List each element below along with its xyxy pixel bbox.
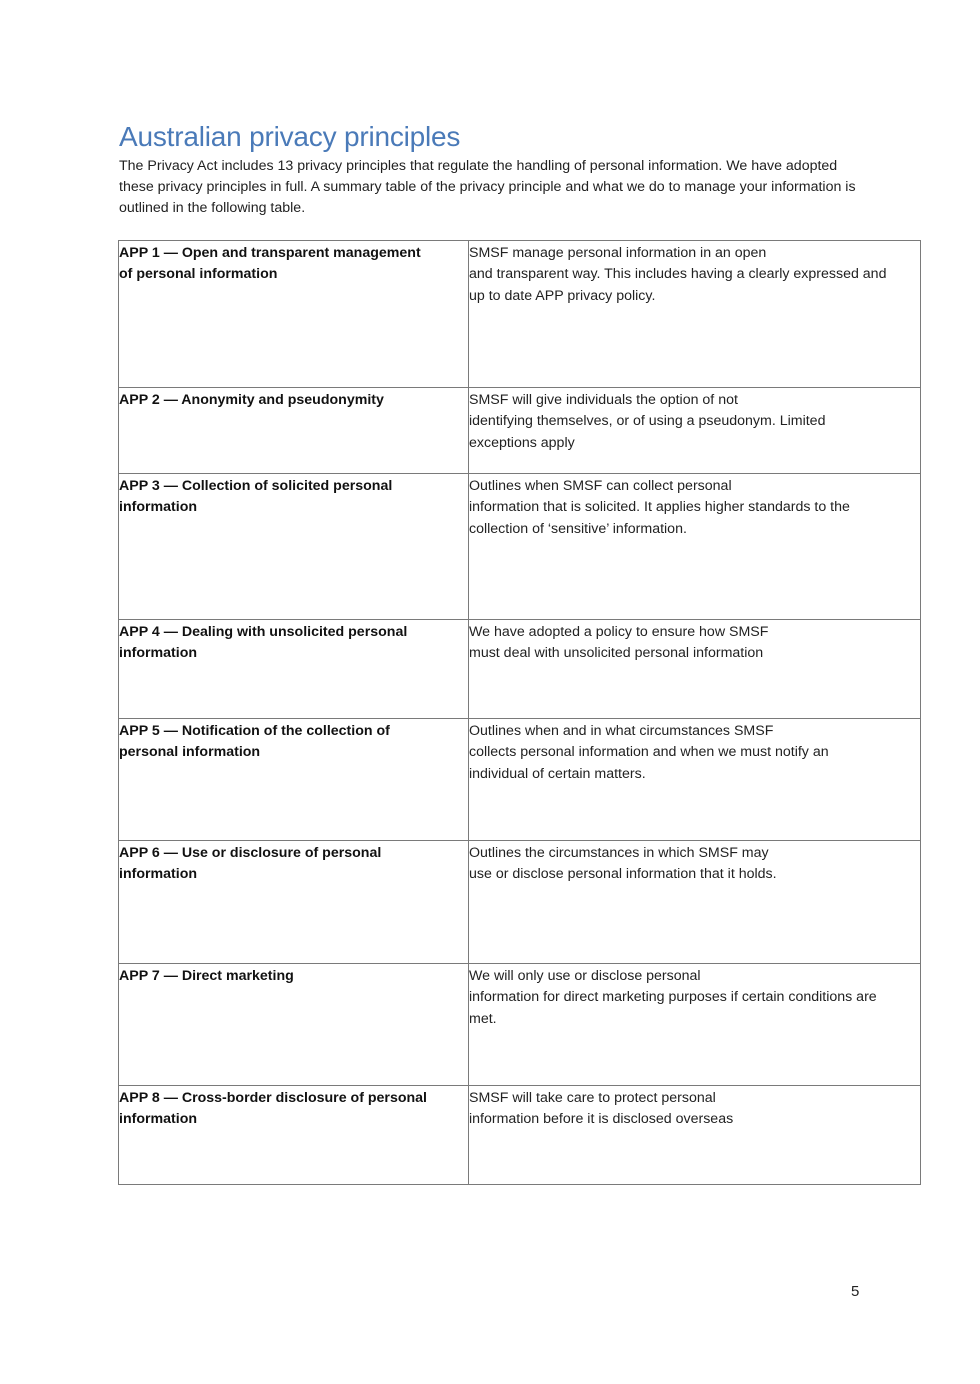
principle-title: APP 7 — Direct marketing <box>119 968 294 984</box>
summary-cell <box>469 841 921 964</box>
summary-cell <box>469 241 921 388</box>
principle-summary: SMSF will give individuals the option of not identifying themselves, or of using a pseudonym. Limited exceptions apply <box>469 392 826 451</box>
summary-cell <box>469 964 921 1086</box>
table-row <box>119 620 921 719</box>
principle-title: APP 8 — Cross-border disclosure of personal information <box>119 1090 428 1128</box>
principle-title: APP 2 — Anonymity and pseudonymity <box>119 392 384 408</box>
table-row <box>119 841 921 964</box>
principle-cell <box>119 964 469 1086</box>
summary-cell <box>469 1086 921 1185</box>
principle-summary: We have adopted a policy to ensure how SMSF must deal with unsolicited personal information <box>469 624 769 662</box>
principle-title: APP 6 — Use or disclosure of personal information <box>119 845 382 883</box>
principle-cell <box>119 620 469 719</box>
principle-summary: SMSF will take care to protect personal information before it is disclosed overseas <box>469 1090 734 1128</box>
intro-paragraph: The Privacy Act includes 13 privacy principles that regulate the handling of personal information. We have adopted these privacy principles in full. A summary table of the privacy principle and what we do to manage your information is outlined in the following table. <box>119 158 856 216</box>
principle-cell <box>119 841 469 964</box>
table-row <box>119 388 921 474</box>
principle-title: APP 4 — Dealing with unsolicited personal information <box>119 624 408 662</box>
principle-cell <box>119 474 469 620</box>
privacy-principles-table <box>118 240 921 1185</box>
principle-title: APP 5 — Notification of the collection of personal information <box>119 723 390 761</box>
principle-summary: Outlines when and in what circumstances SMSF collects personal information and when we must notify an individual of certain matters. <box>469 723 829 782</box>
principle-cell <box>119 719 469 841</box>
principle-summary: Outlines when SMSF can collect personal information that is solicited. It applies higher standards to the collection of ‘sensitive’ information. <box>469 478 850 537</box>
table-row <box>119 719 921 841</box>
summary-cell <box>469 620 921 719</box>
page-number: 5 <box>851 1283 860 1300</box>
summary-cell <box>469 474 921 620</box>
principle-summary: SMSF manage personal information in an open and transparent way. This includes having a clearly expressed and up to date APP privacy policy. <box>469 245 887 304</box>
principle-summary: Outlines the circumstances in which SMSF may use or disclose personal information that it holds. <box>469 845 777 883</box>
principle-title: APP 3 — Collection of solicited personal information <box>119 478 393 516</box>
principle-cell <box>119 388 469 474</box>
summary-cell <box>469 719 921 841</box>
table-row <box>119 474 921 620</box>
page-heading: Australian privacy principles <box>119 121 461 152</box>
table-row <box>119 964 921 1086</box>
principle-title: APP 1 — Open and transparent management of personal information <box>119 245 421 283</box>
summary-cell <box>469 388 921 474</box>
table-row <box>119 1086 921 1185</box>
principle-summary: We will only use or disclose personal information for direct marketing purposes if certain conditions are met. <box>469 968 877 1027</box>
principle-cell <box>119 241 469 388</box>
table-row <box>119 241 921 388</box>
principle-cell <box>119 1086 469 1185</box>
